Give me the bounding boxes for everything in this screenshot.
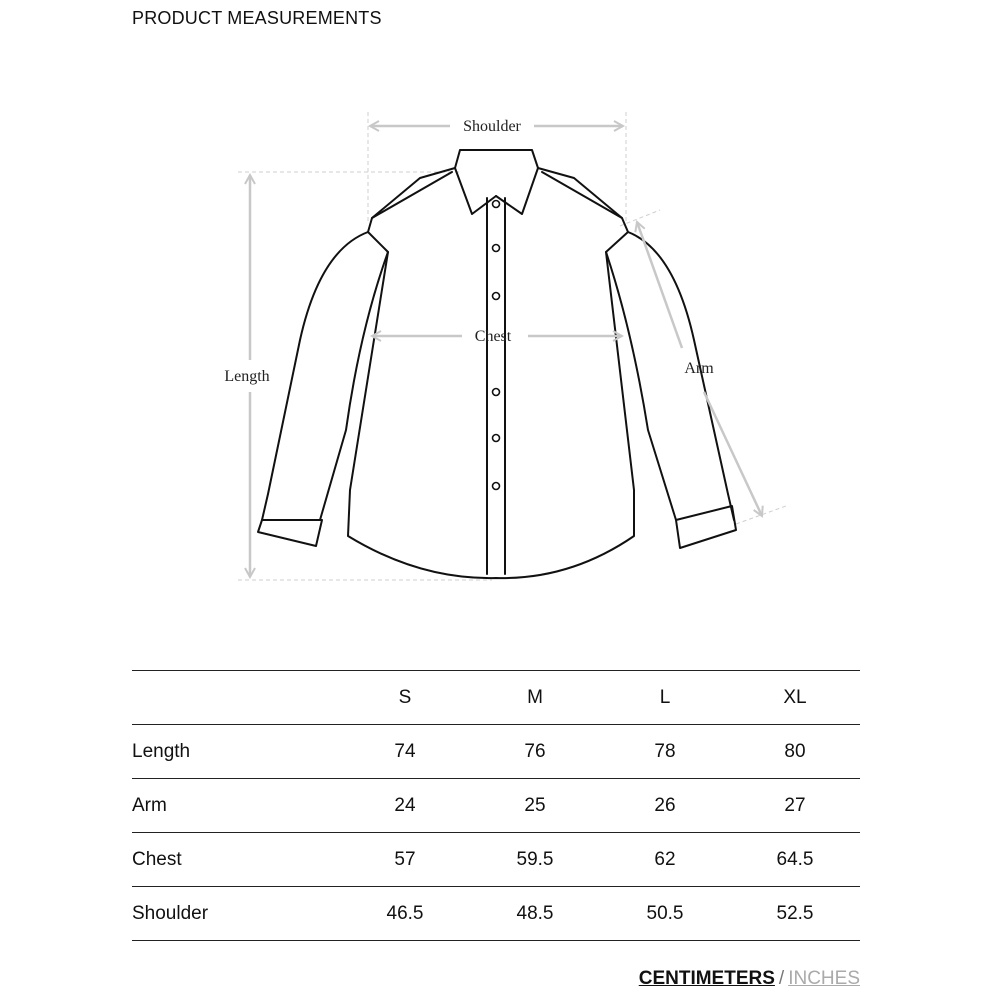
measurement-value: 25 xyxy=(470,779,600,833)
row-label: Chest xyxy=(132,833,340,887)
table-header-row xyxy=(132,671,860,725)
page-title: PRODUCT MEASUREMENTS xyxy=(132,8,382,28)
measurement-value: 64.5 xyxy=(730,833,860,887)
measurement-value: 46.5 xyxy=(340,887,470,941)
button-icon xyxy=(493,483,500,490)
table-row xyxy=(132,887,860,941)
row-label: Arm xyxy=(132,779,340,833)
measurement-value: 26 xyxy=(600,779,730,833)
measurement-value: 62 xyxy=(600,833,730,887)
centimeters-link[interactable]: CENTIMETERS xyxy=(638,968,775,989)
shirt-outline xyxy=(258,150,736,578)
unit-separator: / xyxy=(778,968,785,989)
measurement-value: 80 xyxy=(730,725,860,779)
row-label: Length xyxy=(132,725,340,779)
inches-link[interactable]: INCHES xyxy=(788,968,860,989)
table-corner-cell xyxy=(132,671,340,725)
dashed-guides xyxy=(238,112,786,580)
measurement-value: 50.5 xyxy=(600,887,730,941)
arm-label: Arm xyxy=(684,360,714,377)
size-header: M xyxy=(470,671,600,725)
row-label: Shoulder xyxy=(132,887,340,941)
shirt-buttons xyxy=(493,201,500,490)
arm-arrow xyxy=(637,222,682,348)
measurement-value: 24 xyxy=(340,779,470,833)
measurement-value: 27 xyxy=(730,779,860,833)
measurement-value: 52.5 xyxy=(730,887,860,941)
measurement-value: 76 xyxy=(470,725,600,779)
measurement-value: 78 xyxy=(600,725,730,779)
button-icon xyxy=(493,389,500,396)
measurement-value: 57 xyxy=(340,833,470,887)
table-row xyxy=(132,725,860,779)
size-header: L xyxy=(600,671,730,725)
chest-label: Chest xyxy=(474,328,512,345)
measurement-value: 48.5 xyxy=(470,887,600,941)
size-header: S xyxy=(340,671,470,725)
size-header: XL xyxy=(730,671,860,725)
button-icon xyxy=(493,293,500,300)
size-chart-table xyxy=(132,670,860,941)
table-row xyxy=(132,779,860,833)
arm-arrow xyxy=(704,392,762,516)
measurement-value: 74 xyxy=(340,725,470,779)
table-row xyxy=(132,833,860,887)
unit-toggle xyxy=(639,968,860,990)
button-icon xyxy=(493,245,500,252)
button-icon xyxy=(493,201,500,208)
length-label: Length xyxy=(224,368,270,385)
shoulder-label: Shoulder xyxy=(463,118,521,135)
measurement-value: 59.5 xyxy=(470,833,600,887)
button-icon xyxy=(493,435,500,442)
